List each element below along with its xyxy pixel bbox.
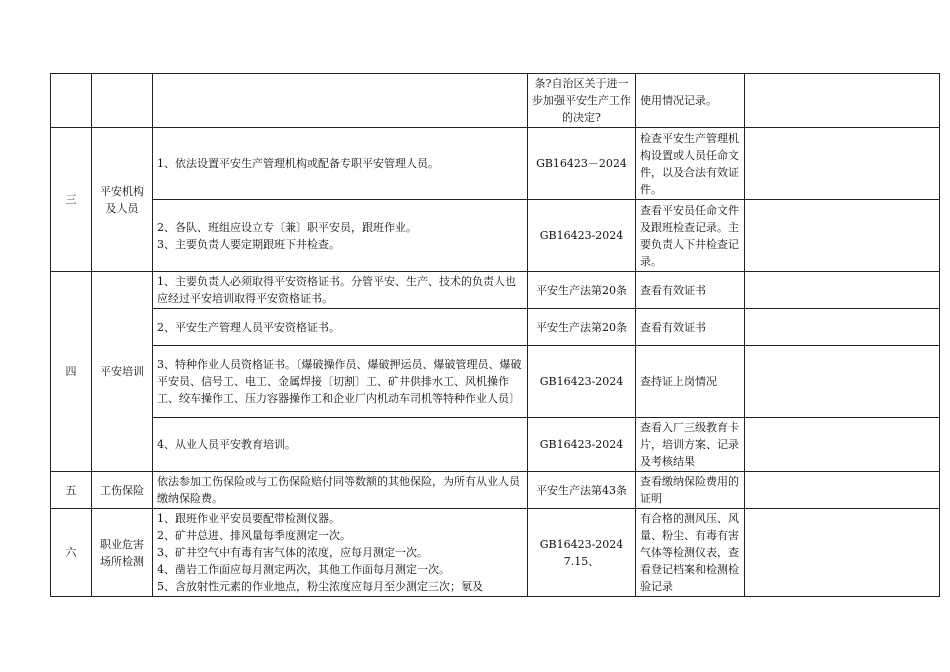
method-cell: 查看缴纳保险费用的证明 <box>636 472 745 509</box>
table-row <box>51 309 940 346</box>
inspection-table <box>50 73 940 597</box>
remark-cell <box>745 74 940 128</box>
content-cell: 2、平安生产管理人员平安资格证书。 <box>153 309 528 346</box>
method-cell: 有合格的测风压、风量、粉尘、有毒有害气体等检测仪表，查看登记档案和检测检验记录 <box>636 509 745 597</box>
table-row <box>51 472 940 509</box>
content-line: 2、矿井总进、排风量每季度测定一次。 <box>157 529 351 542</box>
content-line: 3、矿井空气中有毒有害气体的浓度，应每月测定一次。 <box>157 546 428 559</box>
basis-cell: 平安生产法第20条 <box>528 272 636 309</box>
row-number: 四 <box>51 272 92 472</box>
basis-cell: 条?自治区关于进一步加强平安生产工作的决定? <box>528 74 636 128</box>
content-cell <box>153 509 528 597</box>
basis-cell: GB16423-2024 <box>528 418 636 472</box>
method-cell: 查持证上岗情况 <box>636 346 745 418</box>
row-number: 六 <box>51 509 92 597</box>
method-cell: 检查平安生产管理机构设置或人员任命文件，以及合法有效证件。 <box>636 128 745 200</box>
content-cell: 1、依法设置平安生产管理机构或配备专职平安管理人员。 <box>153 128 528 200</box>
remark-cell <box>745 128 940 200</box>
method-cell: 查看平安员任命文件及跟班检查记录。主要负责人下井检查记录。 <box>636 200 745 272</box>
content-line: 4、凿岩工作面应每月测定两次，其他工作面每月测定一次。 <box>157 563 450 576</box>
basis-line: 7.15、 <box>563 554 600 568</box>
method-cell: 使用情况记录。 <box>636 74 745 128</box>
remark-cell <box>745 309 940 346</box>
table-row <box>51 418 940 472</box>
remark-cell <box>745 200 940 272</box>
remark-cell <box>745 509 940 597</box>
basis-cell: GB16423－2024 <box>528 128 636 200</box>
category-cell: 平安机构及人员 <box>92 128 153 272</box>
basis-cell: GB16423-2024 <box>528 200 636 272</box>
remark-cell <box>745 346 940 418</box>
method-cell: 查看有效证书 <box>636 272 745 309</box>
content-cell: 1、主要负责人必须取得平安资格证书。分管平安、生产、技术的负责人也应经过平安培训取得平安资格证书。 <box>153 272 528 309</box>
content-cell: 依法参加工伤保险或与工伤保险赔付同等数额的其他保险，为所有从业人员缴纳保险费。 <box>153 472 528 509</box>
content-line: 2、各队、班组应设立专〔兼〕职平安员，跟班作业。 <box>157 220 417 234</box>
category-cell: 平安培训 <box>92 272 153 472</box>
remark-cell <box>745 472 940 509</box>
basis-cell <box>528 509 636 597</box>
table-row <box>51 272 940 309</box>
table-row <box>51 346 940 418</box>
category-cell <box>92 74 153 128</box>
remark-cell <box>745 272 940 309</box>
row-number: 五 <box>51 472 92 509</box>
table-row <box>51 200 940 272</box>
category-cell: 工伤保险 <box>92 472 153 509</box>
content-cell: 3、特种作业人员资格证书。〔爆破操作员、爆破押运员、爆破管理员、爆破平安员、信号工、电工、金属焊接〔切割〕工、矿井供排水工、风机操作工、绞车操作工、压力容器操作工和企业厂内机动车司机等特种作业人员〕 <box>153 346 528 418</box>
content-cell <box>153 200 528 272</box>
row-number <box>51 74 92 128</box>
content-line: 5、含放射性元素的作业地点，粉尘浓度应每月至少测定三次；氡及 <box>157 580 483 593</box>
basis-line: GB16423-2024 <box>539 537 624 551</box>
row-number: 三 <box>51 128 92 272</box>
table-row <box>51 128 940 200</box>
content-line: 1、跟班作业平安员要配带检测仪器。 <box>157 512 340 525</box>
method-cell: 查看入厂三级教育卡片，培训方案、记录及考核结果 <box>636 418 745 472</box>
basis-cell: GB16423-2024 <box>528 346 636 418</box>
content-cell <box>153 74 528 128</box>
content-line: 3、主要负责人要定期跟班下井检查。 <box>157 237 340 251</box>
method-cell: 查看有效证书 <box>636 309 745 346</box>
table-row <box>51 74 940 128</box>
remark-cell <box>745 418 940 472</box>
content-cell: 4、从业人员平安教育培训。 <box>153 418 528 472</box>
basis-cell: 平安生产法第20条 <box>528 309 636 346</box>
category-cell: 职业危害场所检测 <box>92 509 153 597</box>
basis-cell: 平安生产法第43条 <box>528 472 636 509</box>
table-row <box>51 509 940 597</box>
